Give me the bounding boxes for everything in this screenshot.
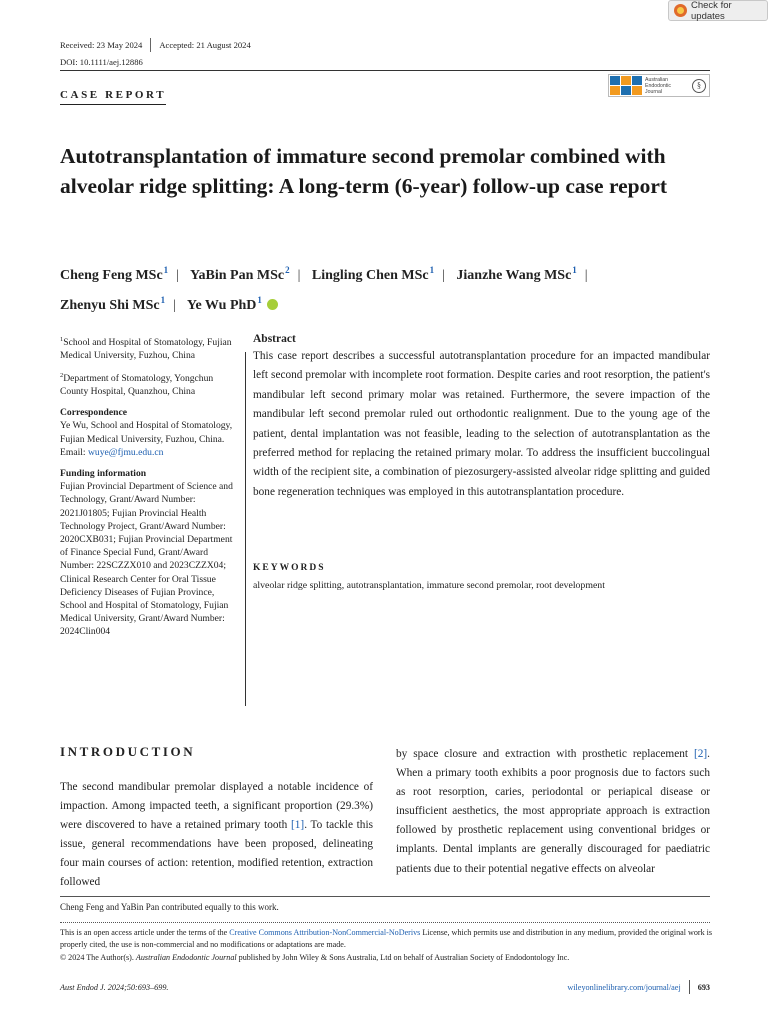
affiliation: $^1$School and Hospital of Stomatology, Fujian Medical University, Fuzhou, China [60, 336, 232, 362]
license-text: This is an open access article under the terms of the Creative Commons Attribution-NonCommercial-NoDerivs License, which permits use and distribution in any medium, provided the original work is properly cited, the use is non-commercial and no modifications or adaptations are made. © 2024 The Author(s). Australian Endodontic Journal published by John Wiley & Sons Australia, Ltd on behalf of Australian Society of Endodontology Inc. [60, 928, 713, 962]
dates-divider [150, 38, 151, 52]
introduction-heading: INTRODUCTION [60, 744, 196, 759]
correspondence-text: Ye Wu, School and Hospital of Stomatology, Fujian Medical University, Fuzhou, China. Email: wuye@fjmu.edu.cn [60, 420, 233, 458]
journal-logo-blocks [610, 76, 642, 95]
reference-link[interactable]: [1] [291, 819, 305, 832]
affiliation-marker[interactable]: 2 [285, 265, 290, 275]
correspondence-email-link[interactable]: wuye@fjmu.edu.cn [87, 446, 164, 458]
keywords-text: alveolar ridge splitting, autotransplantation, immature second premolar, root development [253, 580, 605, 591]
author-name[interactable]: Ye Wu PhD [186, 298, 257, 313]
funding-heading: Funding information [60, 468, 147, 479]
affiliation-marker[interactable]: 1 [257, 295, 262, 305]
footnote-rule [60, 896, 710, 897]
received-date: Received: 23 May 2024 [60, 40, 143, 50]
check-for-updates-button[interactable] [668, 0, 768, 21]
check-for-updates-label: Check for updates [691, 0, 732, 22]
article-type: CASE REPORT [60, 89, 166, 105]
funding-text: Fujian Provincial Department of Science and Technology, Grant/Award Number: 2021J01805; Fujian Provincial Health Technology Project, Grant/Award Number: 2020CXB031; Fujian Provincial Department of Finance Special Fund, Grant/Award Number: 22SCZZX010 and 2023CZZX04; Clinical Research Center for Oral Tissue Deficiency Diseases of Fujian Province, School and Hospital of Stomatology, Fujian Medical University, Grant/Award Number: 2024Clin004 [60, 481, 233, 638]
page-footer [60, 980, 710, 994]
journal-logo [608, 74, 710, 97]
footer-divider [689, 980, 690, 994]
affiliation: $^2$Department of Stomatology, Yongchun County Hospital, Quanzhou, China [60, 371, 214, 397]
author-name[interactable]: Jianzhe Wang MSc [456, 268, 572, 283]
keywords-heading: KEYWORDS [253, 563, 326, 573]
correspondence-heading: Correspondence [60, 407, 127, 419]
author-name[interactable]: Lingling Chen MSc [311, 268, 429, 283]
author-name[interactable]: Zhenyu Shi MSc [60, 298, 160, 313]
page-number: 693 [697, 982, 710, 992]
affiliation-marker[interactable]: 1 [572, 265, 577, 275]
abstract-text: This case report describes a successful autotransplantation procedure for an impacted mandibular left second premolar with incomplete root formation. Despite caries and root resorption, the patient's mandibular left second primary molar was retained. Furthermore, the severe impaction of the mandibular left second premolar ruled out orthodontic realignment. Due to the young age of the patient, dental implantation was not feasible, leading to the selection of autotransplantation as the preferred method for replacing the retained primary molar. To address the insufficient buccolingual width of the recipient site, a combination of piezosurgery-assisted alveolar ridge splitting and guided bone regeneration techniques was employed in this autotransplantation procedure. [253, 350, 710, 498]
equal-contribution-note: Cheng Feng and YaBin Pan contributed equally to this work. [60, 902, 279, 912]
abstract [253, 333, 710, 502]
orcid-icon[interactable] [267, 299, 278, 310]
author-list: Cheng Feng MSc$^1$ | YaBin Pan MSc$^2$ | Lingling Chen MSc$^1$ | Jianzhe Wang MSc$^1$ | Zhenyu Shi MSc$^1$ | Ye Wu PhD$^1$ [60, 265, 588, 313]
article-sidebar [60, 333, 240, 645]
license-divider [60, 922, 710, 923]
introduction-column-2: by space closure and extraction with prosthetic replacement [2]. When a primary tooth exhibits a poor prognosis due to factors such as root resorption, caries, periodontal or periapical disease or insufficient aesthetics, the most appropriate approach is extraction followed by prosthetic replacement using conventional bridges or implants. Dental implants are generally discouraged for paediatric patients due to their potential negative effects on alveolar [396, 748, 710, 875]
affiliation-marker[interactable]: 1 [429, 265, 435, 275]
abstract-heading: Abstract [253, 333, 296, 345]
header-rule [60, 70, 710, 71]
accepted-date: Accepted: 21 August 2024 [159, 40, 251, 50]
doi: DOI: 10.1111/aej.12886 [60, 57, 143, 67]
introduction-column-1: The second mandibular premolar displayed a notable incidence of impaction. Among impacted teeth, a significant proportion (29.3%) were discovered to have a retained primary tooth [1]. To tackle this issue, general recommendations have been proposed, delineating four main courses of action: retention, modified retention, extraction followed [60, 781, 373, 889]
affiliation-marker[interactable]: 1 [160, 295, 166, 305]
author-name[interactable]: Cheng Feng MSc [60, 268, 163, 283]
journal-url-link[interactable]: wileyonlinelibrary.com/journal/aej [567, 982, 681, 992]
sidebar-divider [245, 352, 246, 706]
article-dates [60, 38, 251, 52]
crossmark-icon [674, 4, 687, 17]
society-emblem-icon: § [692, 79, 706, 93]
reference-link[interactable]: [2] [693, 748, 708, 760]
license-link[interactable]: Creative Commons Attribution-NonCommercial-NoDerivs [229, 928, 421, 937]
journal-citation: Aust Endod J. 2024;50:693–699. [60, 982, 169, 992]
affiliation-marker[interactable]: 1 [163, 265, 169, 275]
article-title: Autotransplantation of immature second premolar combined with alveolar ridge splitting: A long-term (6-year) follow-up case report [60, 144, 668, 198]
author-name[interactable]: YaBin Pan MSc [189, 268, 285, 283]
journal-logo-text: Australian Endodontic Journal [645, 76, 671, 95]
